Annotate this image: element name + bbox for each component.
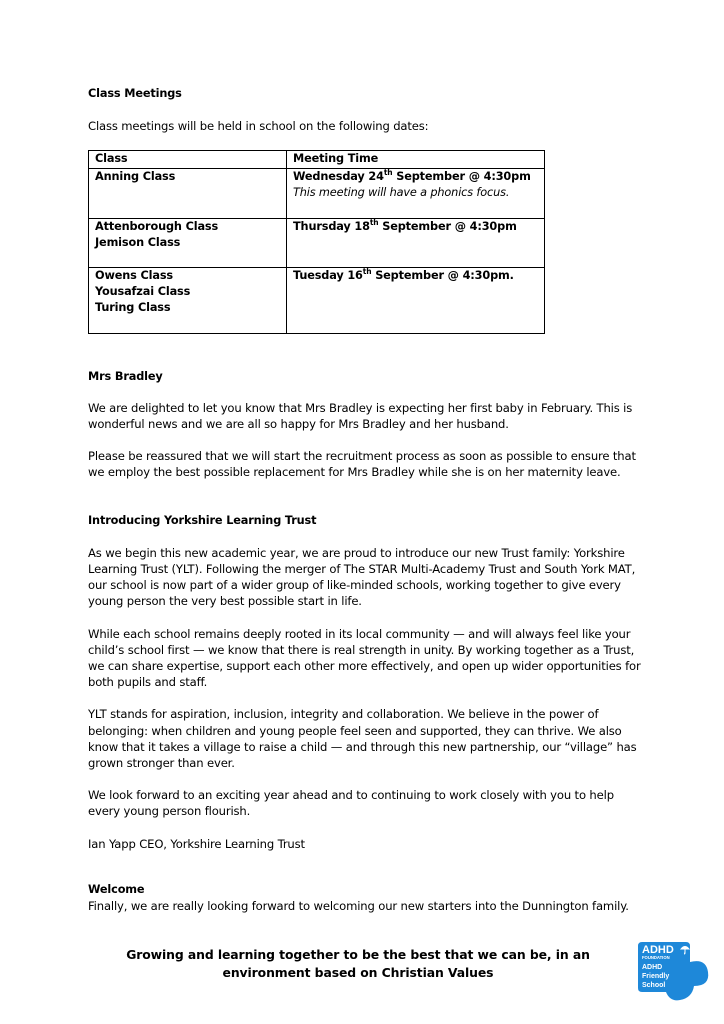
table-row: [89, 218, 545, 267]
class-name: Turing Class: [95, 301, 171, 315]
meeting-time: [293, 169, 538, 185]
class-name: Owens Class: [95, 268, 173, 282]
table-row: [89, 168, 545, 218]
class-name: Yousafzai Class: [95, 284, 191, 298]
table-cell-meeting-time: [287, 267, 545, 333]
table-cell-meeting-time: [287, 218, 545, 267]
class-meetings-table: [88, 150, 545, 333]
welcome-heading: Welcome: [88, 882, 145, 896]
trust-heading: Introducing Yorkshire Learning Trust: [88, 513, 317, 527]
class-name: Anning Class: [95, 169, 176, 183]
trust-paragraph: We look forward to an exciting year ahead and to continuing to work closely with you to help every young person flourish.: [88, 788, 614, 819]
meeting-time: [293, 219, 538, 235]
logo-foundation-text: FOUNDATION: [642, 955, 670, 960]
trust-signature: Ian Yapp CEO, Yorkshire Learning Trust: [88, 836, 305, 851]
logo-line-text: School: [642, 982, 666, 989]
meeting-ordinal: th: [369, 217, 379, 227]
meeting-day: Tuesday 16: [293, 268, 363, 282]
school-motto: Growing and learning together to be the best that we can be, in an environment based on Christian Values: [126, 947, 590, 980]
mrs-bradley-paragraph: We are delighted to let you know that Mrs Bradley is expecting her first baby in February. This is wonderful news and we are all so happy for Mrs Bradley and her husband.: [88, 400, 633, 432]
table-header-row: [89, 151, 545, 168]
table-cell-classes: [89, 267, 287, 333]
mrs-bradley-heading: Mrs Bradley: [88, 369, 163, 383]
logo-top-text: ADHD: [642, 944, 674, 956]
class-name: Jemison Class: [95, 235, 181, 249]
meeting-ordinal: th: [383, 167, 393, 177]
newsletter-page: [88, 86, 644, 914]
meeting-month-time: September @ 4:30pm: [378, 219, 517, 233]
welcome-text: Finally, we are really looking forward to welcoming our new starters into the Dunnington family.: [88, 899, 629, 914]
table-cell-meeting-time: [287, 168, 545, 218]
meeting-day: Thursday 18: [293, 219, 370, 233]
meeting-month-time: September @ 4:30pm.: [371, 268, 514, 282]
trust-paragraph: As we begin this new academic year, we are proud to introduce our new Trust family: Yorkshire Learning Trust (YLT). Following the merger of The STAR Multi-Academy Trust and South York MAT, our school is now part of a wider group of like-minded schools, working together to give every young person the very best possible start in life.: [88, 545, 636, 609]
table-cell-classes: [89, 168, 287, 218]
meeting-note: This meeting will have a phonics focus.: [293, 185, 510, 199]
meeting-time: [293, 268, 538, 284]
table-cell-classes: [89, 218, 287, 267]
meeting-ordinal: th: [362, 266, 372, 276]
class-meetings-heading: Class Meetings: [88, 87, 182, 100]
logo-line-text: ADHD: [642, 964, 663, 971]
adhd-friendly-school-logo: [636, 940, 712, 1002]
table-header-class: Class: [89, 151, 287, 168]
meeting-day: Wednesday 24: [293, 169, 384, 183]
adhd-logo-graphic: [636, 940, 712, 1002]
class-meetings-intro: Class meetings will be held in school on the following dates:: [88, 119, 429, 134]
table-row: [89, 267, 545, 333]
logo-line-text: Friendly: [642, 973, 670, 980]
mrs-bradley-paragraph: Please be reassured that we will start the recruitment process as soon as possible to ensure that we employ the best possible replacement for Mrs Bradley while she is on her maternity leave.: [88, 449, 636, 480]
meeting-month-time: September @ 4:30pm: [392, 169, 531, 183]
trust-paragraph: While each school remains deeply rooted in its local community — and will always feel like your child’s school first — we know that there is real strength in unity. By working together as a Trust, we can share expertise, support each other more effectively, and open up wider opportunities for both pupils and staff.: [88, 626, 641, 690]
class-name: Attenborough Class: [95, 219, 219, 233]
table-header-meeting-time: Meeting Time: [287, 151, 545, 168]
trust-paragraph: YLT stands for aspiration, inclusion, integrity and collaboration. We believe in the power of belonging: when children and young people feel seen and supported, they can thrive. We also know that it takes a village to raise a child — and through this new partnership, our “village” has grown stronger than ever.: [88, 707, 637, 771]
